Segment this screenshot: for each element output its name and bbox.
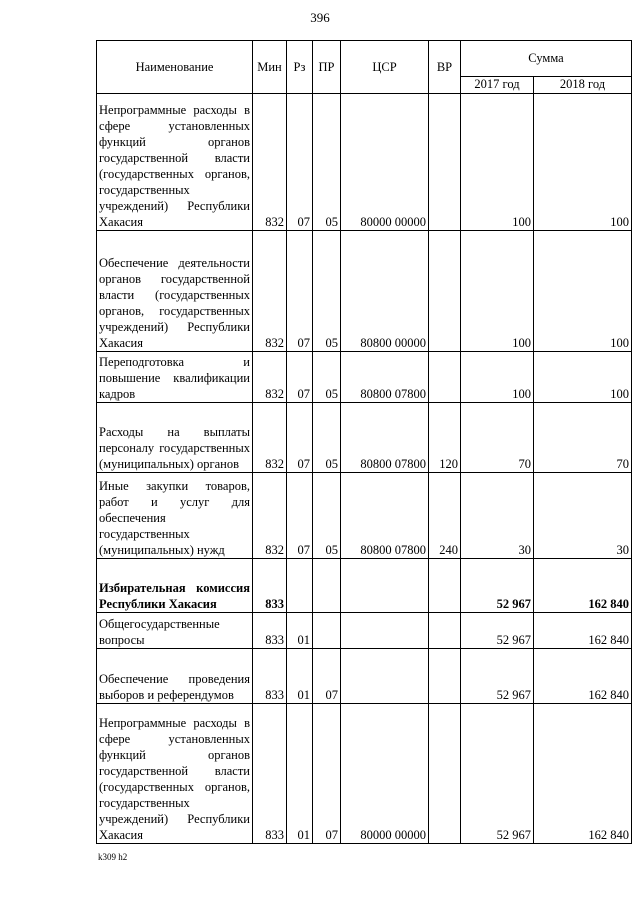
row-sum-2018: 70 <box>534 403 632 473</box>
footer-code: k309 h2 <box>98 852 128 862</box>
header-name: Наименование <box>97 41 253 94</box>
row-rz: 07 <box>287 352 313 403</box>
row-vr <box>429 704 461 844</box>
row-name: Избирательная комиссия Республики Хакасия <box>97 559 253 613</box>
row-csr: 80800 07800 <box>341 352 429 403</box>
page-number: 396 <box>310 10 330 25</box>
row-rz: 01 <box>287 649 313 704</box>
row-name: Непрограммные расходы в сфере установленных функций органов государственной власти (государственных органов, государственных учреждений) Республики Хакасия <box>97 94 253 231</box>
header-vr: ВР <box>429 41 461 94</box>
row-sum-2017: 30 <box>461 473 534 559</box>
row-sum-2018: 162 840 <box>534 559 632 613</box>
row-csr: 80800 00000 <box>341 231 429 352</box>
table-row <box>97 231 632 352</box>
row-vr <box>429 649 461 704</box>
row-rz: 01 <box>287 613 313 649</box>
table-row <box>97 473 632 559</box>
header-min: Мин <box>253 41 287 94</box>
row-sum-2018: 100 <box>534 352 632 403</box>
table-row <box>97 649 632 704</box>
row-min: 832 <box>253 94 287 231</box>
row-pr: 05 <box>313 231 341 352</box>
row-name: Переподготовка и повышение квалификации кадров <box>97 352 253 403</box>
row-sum-2018: 30 <box>534 473 632 559</box>
row-min: 833 <box>253 613 287 649</box>
header-pr: ПР <box>313 41 341 94</box>
row-sum-2017: 52 967 <box>461 559 534 613</box>
row-min: 833 <box>253 649 287 704</box>
row-vr <box>429 559 461 613</box>
row-name: Расходы на выплаты персоналу государственных (муниципальных) органов <box>97 403 253 473</box>
row-sum-2018: 100 <box>534 94 632 231</box>
row-name: Общегосударственные вопросы <box>97 613 253 649</box>
row-rz: 01 <box>287 704 313 844</box>
row-sum-2018: 100 <box>534 231 632 352</box>
row-vr: 120 <box>429 403 461 473</box>
row-pr <box>313 559 341 613</box>
row-pr: 05 <box>313 352 341 403</box>
row-name: Обеспечение деятельности органов государственной власти (государственных органов, государственных учреждений) Республики Хакасия <box>97 231 253 352</box>
row-sum-2017: 100 <box>461 231 534 352</box>
row-min: 832 <box>253 403 287 473</box>
row-csr: 80000 00000 <box>341 704 429 844</box>
table-row <box>97 94 632 231</box>
header-year-2018: 2018 год <box>534 76 632 93</box>
row-min: 832 <box>253 473 287 559</box>
row-sum-2017: 52 967 <box>461 649 534 704</box>
row-min: 833 <box>253 559 287 613</box>
row-pr: 07 <box>313 649 341 704</box>
table-row <box>97 613 632 649</box>
header-csr: ЦСР <box>341 41 429 94</box>
row-name: Иные закупки товаров, работ и услуг для обеспечения государственных (муниципальных) нужд <box>97 473 253 559</box>
row-pr: 05 <box>313 403 341 473</box>
row-min: 833 <box>253 704 287 844</box>
row-min: 832 <box>253 352 287 403</box>
row-min: 832 <box>253 231 287 352</box>
header-year-2017: 2017 год <box>461 76 534 93</box>
table-row <box>97 352 632 403</box>
row-sum-2017: 52 967 <box>461 704 534 844</box>
row-rz: 07 <box>287 231 313 352</box>
row-name: Непрограммные расходы в сфере установленных функций органов государственной власти (государственных органов, государственных учреждений) Республики Хакасия <box>97 704 253 844</box>
row-csr: 80800 07800 <box>341 403 429 473</box>
row-rz <box>287 559 313 613</box>
row-sum-2017: 100 <box>461 94 534 231</box>
row-rz: 07 <box>287 403 313 473</box>
row-sum-2018: 162 840 <box>534 704 632 844</box>
row-csr <box>341 649 429 704</box>
row-vr <box>429 231 461 352</box>
header-rz: Рз <box>287 41 313 94</box>
row-csr <box>341 613 429 649</box>
row-csr: 80800 07800 <box>341 473 429 559</box>
row-vr <box>429 94 461 231</box>
row-sum-2017: 52 967 <box>461 613 534 649</box>
table-row <box>97 559 632 613</box>
budget-table <box>96 40 632 844</box>
row-csr: 80000 00000 <box>341 94 429 231</box>
row-rz: 07 <box>287 473 313 559</box>
header-sum: Сумма <box>461 41 632 77</box>
row-sum-2018: 162 840 <box>534 613 632 649</box>
row-vr <box>429 613 461 649</box>
row-rz: 07 <box>287 94 313 231</box>
row-sum-2017: 70 <box>461 403 534 473</box>
row-pr <box>313 613 341 649</box>
row-pr: 05 <box>313 473 341 559</box>
table-row <box>97 403 632 473</box>
row-pr: 05 <box>313 94 341 231</box>
row-csr <box>341 559 429 613</box>
row-sum-2017: 100 <box>461 352 534 403</box>
row-vr <box>429 352 461 403</box>
row-sum-2018: 162 840 <box>534 649 632 704</box>
row-name: Обеспечение проведения выборов и референдумов <box>97 649 253 704</box>
row-vr: 240 <box>429 473 461 559</box>
table-row <box>97 704 632 844</box>
row-pr: 07 <box>313 704 341 844</box>
